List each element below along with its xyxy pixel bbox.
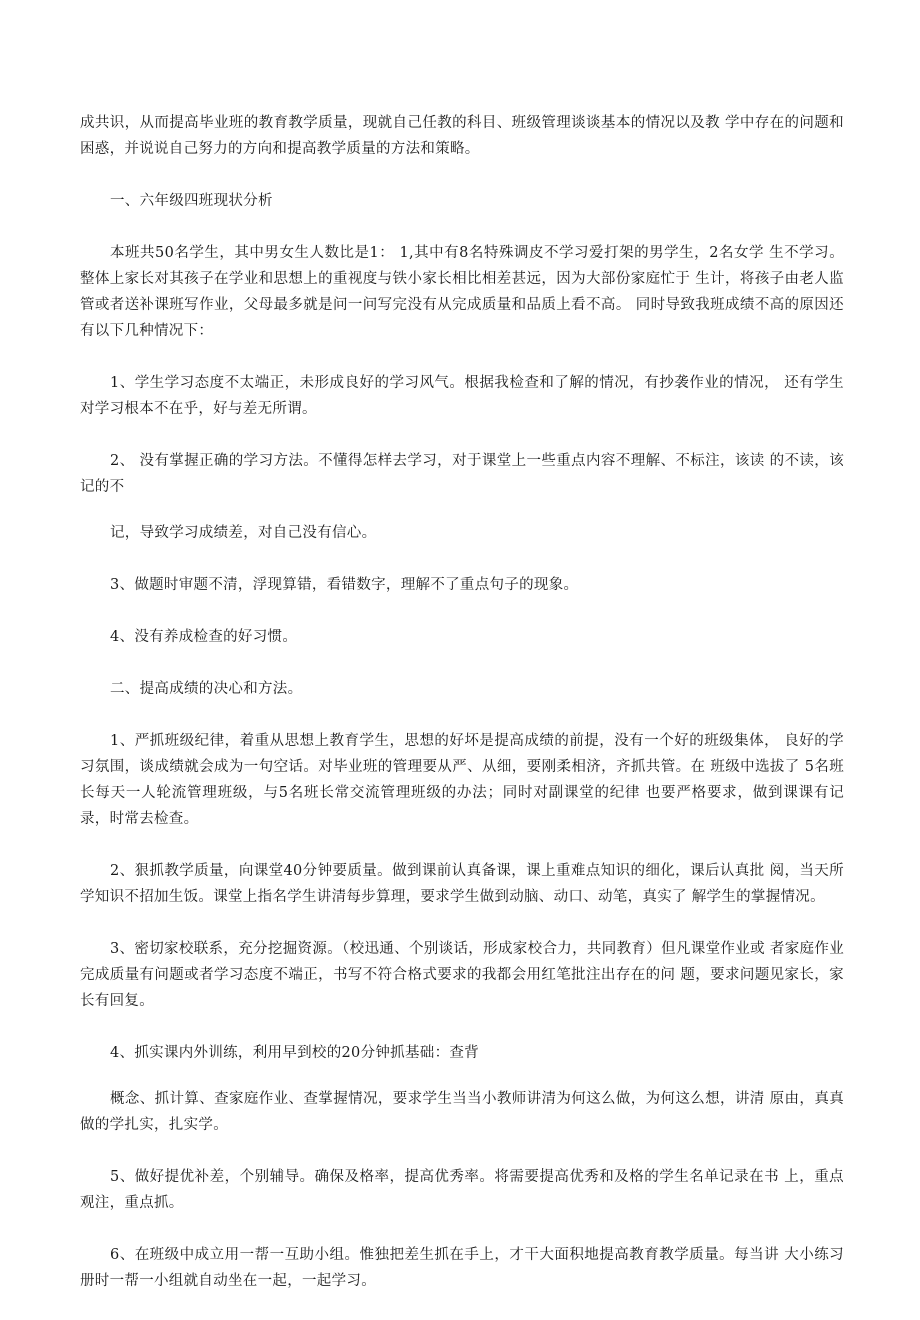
document-page <box>80 110 844 1320</box>
heading-section-1: 一、六年级四班现状分析 <box>110 193 273 209</box>
paragraph-method-1: 1、严抓班级纪律，着重从思想上教育学生，思想的好坏是提高成绩的前提，没有一个好的班级集体， 良好的学习氛围，谈成绩就会成为一句空话。对毕业班的管理要从严、从细，要刚柔相济，齐抓共管。在 班级中选拔了 5名班长每天一人轮流管理班级，与5名班长常交流管理班级的办法；同时对副课堂的纪律 也要严格要求，做到课课有记录，时常去检查。 <box>80 733 844 827</box>
paragraph-method-4: 4、抓实课内外训练，利用早到校的20分钟抓基础：查背 <box>110 1045 479 1061</box>
paragraph-issue-2-continued: 记，导致学习成绩差，对自己没有信心。 <box>110 525 377 541</box>
paragraph-intro-continued: 成共识，从而提高毕业班的教育教学质量，现就自己任教的科目、班级管理谈谈基本的情况以及教 学中存在的问题和困惑，并说说自己努力的方向和提高教学质量的方法和策略。 <box>80 115 844 157</box>
heading-section-2: 二、提高成绩的决心和方法。 <box>110 681 303 697</box>
paragraph-method-2: 2、狠抓教学质量，向课堂40分钟要质量。做到课前认真备课，课上重难点知识的细化，课后认真批 阅，当天所学知识不招加生饭。课堂上指名学生讲清每步算理，要求学生做到动脑、动口、动笔，真实了 解学生的掌握情况。 <box>80 863 844 905</box>
paragraph-class-overview: 本班共50名学生，其中男女生人数比是1： 1,其中有8名特殊调皮不学习爱打架的男学生，2名女学 生不学习。整体上家长对其孩子在学业和思想上的重视度与铁小家长相比相差甚远，因为大部份家庭忙于 生计，将孩子由老人监管或者送补课班写作业，父母最多就是问一问写完没有从完成质量和品质上看不高。 同时导致我班成绩不高的原因还有以下几种情况下： <box>80 245 844 339</box>
paragraph-issue-4: 4、没有养成检查的好习惯。 <box>110 629 298 645</box>
paragraph-method-4-continued: 概念、抓计算、查家庭作业、查掌握情况，要求学生当当小教师讲清为何这么做，为何这么想，讲清 原由，真真做的学扎实，扎实学。 <box>80 1091 844 1133</box>
paragraph-method-5: 5、做好提优补差，个别辅导。确保及格率，提高优秀率。将需要提高优秀和及格的学生名单记录在书 上，重点观注，重点抓。 <box>80 1169 844 1211</box>
paragraph-issue-3: 3、做题时审题不清，浮现算错，看错数字，理解不了重点句子的现象。 <box>110 577 579 593</box>
paragraph-method-3: 3、密切家校联系，充分挖掘资源。（校迅通、个别谈话，形成家校合力，共同教育）但凡课堂作业或 者家庭作业完成质量有问题或者学习态度不端正，书写不符合格式要求的我都会用红笔批注出存在的问 题，要求问题见家长，家长有回复。 <box>80 941 844 1009</box>
paragraph-issue-1: 1、学生学习态度不太端正，未形成良好的学习风气。根据我检查和了解的情况，有抄袭作业的情况， 还有学生对学习根本不在乎，好与差无所谓。 <box>80 375 844 417</box>
paragraph-method-6: 6、在班级中成立用一帮一互助小组。惟独把差生抓在手上，才干大面积地提高教育教学质量。每当讲 大小练习册时一帮一小组就自动坐在一起，一起学习。 <box>80 1247 844 1289</box>
paragraph-issue-2: 2、 没有掌握正确的学习方法。不懂得怎样去学习，对于课堂上一些重点内容不理解、不标注，该读 的不读，该记的不 <box>80 453 844 495</box>
